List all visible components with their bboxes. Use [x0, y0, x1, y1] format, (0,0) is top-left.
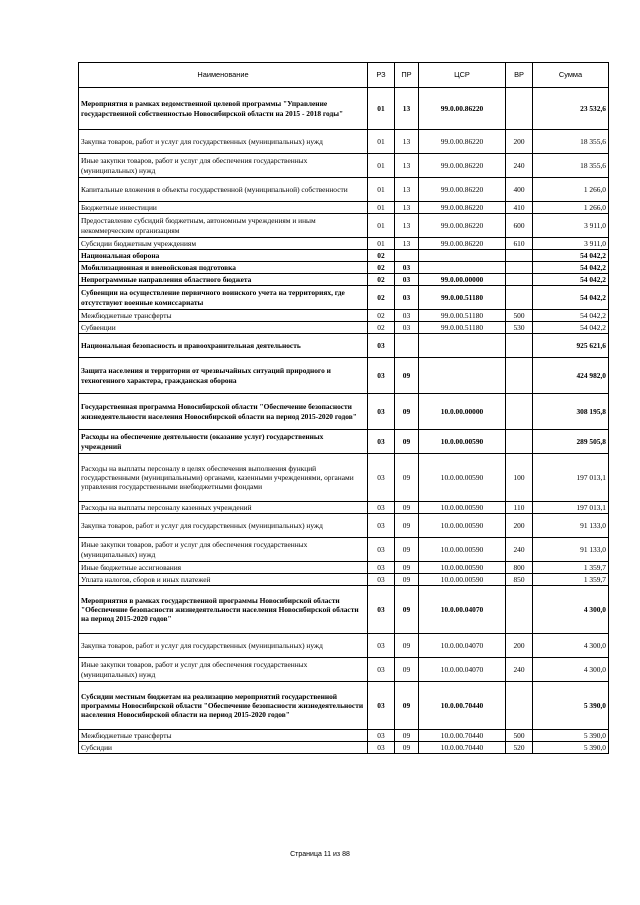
cell-sum: 1 359,7 — [533, 562, 609, 574]
cell-csr: 10.0.00.70440 — [419, 682, 506, 730]
cell-vr: 200 — [506, 514, 533, 538]
cell-name: Субсидии бюджетным учреждениям — [79, 238, 368, 250]
cell-vr — [506, 334, 533, 358]
table-row — [79, 454, 609, 502]
column-header-pr: ПР — [395, 63, 419, 88]
cell-sum: 197 013,1 — [533, 502, 609, 514]
cell-rz: 02 — [368, 322, 395, 334]
cell-rz: 03 — [368, 502, 395, 514]
cell-csr: 10.0.00.00590 — [419, 562, 506, 574]
table-row — [79, 562, 609, 574]
cell-sum: 424 982,0 — [533, 358, 609, 394]
cell-vr: 610 — [506, 238, 533, 250]
cell-sum: 4 300,0 — [533, 658, 609, 682]
cell-rz: 03 — [368, 562, 395, 574]
cell-pr: 09 — [395, 562, 419, 574]
cell-name: Межбюджетные трансферты — [79, 730, 368, 742]
cell-csr: 10.0.00.04070 — [419, 634, 506, 658]
cell-vr: 410 — [506, 202, 533, 214]
cell-vr — [506, 262, 533, 274]
cell-csr: 10.0.00.04070 — [419, 658, 506, 682]
table-row — [79, 154, 609, 178]
cell-pr: 13 — [395, 202, 419, 214]
cell-sum: 4 300,0 — [533, 586, 609, 634]
table-row — [79, 430, 609, 454]
cell-name: Мероприятия в рамках государственной программы Новосибирской области "Обеспечение безопасности жизнедеятельности населения Новосибирской области на период 2015-2020 годов" — [79, 586, 368, 634]
cell-rz: 01 — [368, 238, 395, 250]
cell-sum: 1 266,0 — [533, 178, 609, 202]
table-row — [79, 574, 609, 586]
cell-vr: 240 — [506, 538, 533, 562]
table-row — [79, 682, 609, 730]
cell-rz: 03 — [368, 634, 395, 658]
cell-sum: 1 266,0 — [533, 202, 609, 214]
budget-table — [78, 62, 609, 754]
cell-rz: 03 — [368, 514, 395, 538]
column-header-sum: Сумма — [533, 63, 609, 88]
table-row — [79, 742, 609, 754]
cell-name: Иные бюджетные ассигнования — [79, 562, 368, 574]
table-row — [79, 394, 609, 430]
cell-vr: 600 — [506, 214, 533, 238]
cell-sum: 925 621,6 — [533, 334, 609, 358]
cell-rz: 02 — [368, 274, 395, 286]
page-number: Страница 11 из 88 — [290, 851, 350, 858]
table-row — [79, 214, 609, 238]
cell-rz: 03 — [368, 586, 395, 634]
cell-pr: 13 — [395, 214, 419, 238]
column-header-vr: ВР — [506, 63, 533, 88]
cell-pr: 13 — [395, 154, 419, 178]
cell-vr: 200 — [506, 130, 533, 154]
cell-rz: 03 — [368, 394, 395, 430]
cell-csr: 99.0.00.86220 — [419, 154, 506, 178]
cell-pr: 09 — [395, 658, 419, 682]
cell-rz: 02 — [368, 310, 395, 322]
cell-rz: 03 — [368, 454, 395, 502]
cell-name: Иные закупки товаров, работ и услуг для обеспечения государственных (муниципальных) нужд — [79, 658, 368, 682]
cell-csr — [419, 334, 506, 358]
cell-csr: 10.0.00.00590 — [419, 454, 506, 502]
table-row — [79, 658, 609, 682]
table-row — [79, 274, 609, 286]
cell-vr — [506, 274, 533, 286]
cell-pr: 13 — [395, 130, 419, 154]
cell-csr: 10.0.00.00590 — [419, 538, 506, 562]
cell-vr: 100 — [506, 454, 533, 502]
cell-name: Закупка товаров, работ и услуг для государственных (муниципальных) нужд — [79, 514, 368, 538]
cell-csr: 99.0.00.86220 — [419, 202, 506, 214]
table-row — [79, 322, 609, 334]
cell-pr: 09 — [395, 730, 419, 742]
cell-vr: 850 — [506, 574, 533, 586]
cell-csr: 10.0.00.00590 — [419, 574, 506, 586]
table-row — [79, 88, 609, 130]
cell-sum: 3 911,0 — [533, 214, 609, 238]
cell-rz: 03 — [368, 430, 395, 454]
cell-rz: 01 — [368, 202, 395, 214]
cell-name: Бюджетные инвестиции — [79, 202, 368, 214]
table-row — [79, 538, 609, 562]
cell-pr: 09 — [395, 502, 419, 514]
cell-sum: 54 042,2 — [533, 322, 609, 334]
cell-name: Мероприятия в рамках ведомственной целевой программы "Управление государственной собственностью Новосибирской области на 2015 - 2018 годы" — [79, 88, 368, 130]
cell-name: Государственная программа Новосибирской области "Обеспечение безопасности жизнедеятельности населения Новосибирской области на период 2015-2020 годов" — [79, 394, 368, 430]
cell-vr — [506, 358, 533, 394]
cell-rz: 02 — [368, 262, 395, 274]
cell-pr: 13 — [395, 178, 419, 202]
cell-pr: 09 — [395, 538, 419, 562]
cell-name: Расходы на обеспечение деятельности (оказание услуг) государственных учреждений — [79, 430, 368, 454]
cell-pr: 03 — [395, 322, 419, 334]
table-row — [79, 310, 609, 322]
cell-vr: 500 — [506, 310, 533, 322]
cell-name: Иные закупки товаров, работ и услуг для обеспечения государственных (муниципальных) нужд — [79, 154, 368, 178]
cell-name: Субвенции — [79, 322, 368, 334]
cell-vr — [506, 88, 533, 130]
cell-vr: 110 — [506, 502, 533, 514]
cell-pr: 09 — [395, 514, 419, 538]
cell-csr — [419, 358, 506, 394]
cell-name: Национальная оборона — [79, 250, 368, 262]
cell-csr: 99.0.00.86220 — [419, 178, 506, 202]
cell-vr: 240 — [506, 658, 533, 682]
cell-csr: 10.0.00.00590 — [419, 514, 506, 538]
cell-pr — [395, 334, 419, 358]
cell-rz: 03 — [368, 538, 395, 562]
cell-csr: 10.0.00.04070 — [419, 586, 506, 634]
cell-csr: 99.0.00.00000 — [419, 274, 506, 286]
cell-csr: 99.0.00.51180 — [419, 322, 506, 334]
cell-sum: 54 042,2 — [533, 250, 609, 262]
cell-sum: 54 042,2 — [533, 262, 609, 274]
cell-name: Субвенции на осуществление первичного воинского учета на территориях, где отсутствуют военные комиссариаты — [79, 286, 368, 310]
table-row — [79, 130, 609, 154]
cell-rz: 01 — [368, 214, 395, 238]
cell-sum: 197 013,1 — [533, 454, 609, 502]
cell-rz: 03 — [368, 730, 395, 742]
cell-pr: 13 — [395, 88, 419, 130]
cell-vr — [506, 286, 533, 310]
cell-rz: 03 — [368, 658, 395, 682]
cell-name: Национальная безопасность и правоохранительная деятельность — [79, 334, 368, 358]
table-row — [79, 514, 609, 538]
cell-name: Расходы на выплаты персоналу в целях обеспечения выполнения функций государственными (муниципальными) органами, казенными учреждениями, органами управления государственными внебюджетными фондами — [79, 454, 368, 502]
cell-rz: 03 — [368, 334, 395, 358]
cell-sum: 3 911,0 — [533, 238, 609, 250]
cell-name: Расходы на выплаты персоналу казенных учреждений — [79, 502, 368, 514]
cell-pr: 13 — [395, 238, 419, 250]
cell-pr: 09 — [395, 586, 419, 634]
cell-csr: 99.0.00.51180 — [419, 310, 506, 322]
cell-name: Непрограммные направления областного бюджета — [79, 274, 368, 286]
cell-csr: 10.0.00.00000 — [419, 394, 506, 430]
cell-sum: 91 133,0 — [533, 514, 609, 538]
cell-vr: 400 — [506, 178, 533, 202]
cell-vr: 530 — [506, 322, 533, 334]
cell-pr: 03 — [395, 310, 419, 322]
cell-csr: 10.0.00.70440 — [419, 730, 506, 742]
cell-rz: 01 — [368, 88, 395, 130]
cell-vr: 800 — [506, 562, 533, 574]
cell-sum: 54 042,2 — [533, 286, 609, 310]
cell-rz: 01 — [368, 130, 395, 154]
column-header-csr: ЦСР — [419, 63, 506, 88]
cell-name: Субсидии местным бюджетам на реализацию мероприятий государственной программы Новосибирской области "Обеспечение безопасности жизнедеятельности населения Новосибирской области на период 2015-2020 годов" — [79, 682, 368, 730]
cell-vr: 200 — [506, 634, 533, 658]
cell-name: Закупка товаров, работ и услуг для государственных (муниципальных) нужд — [79, 634, 368, 658]
cell-pr: 09 — [395, 742, 419, 754]
table-row — [79, 178, 609, 202]
cell-rz: 03 — [368, 742, 395, 754]
cell-rz: 01 — [368, 178, 395, 202]
table-row — [79, 262, 609, 274]
cell-sum: 1 359,7 — [533, 574, 609, 586]
cell-vr — [506, 250, 533, 262]
table-row — [79, 250, 609, 262]
cell-pr: 09 — [395, 394, 419, 430]
cell-pr: 03 — [395, 274, 419, 286]
cell-rz: 03 — [368, 574, 395, 586]
cell-rz: 01 — [368, 154, 395, 178]
cell-sum: 18 355,6 — [533, 154, 609, 178]
cell-pr: 09 — [395, 634, 419, 658]
cell-rz: 02 — [368, 250, 395, 262]
column-header-name: Наименование — [79, 63, 368, 88]
cell-csr: 10.0.00.00590 — [419, 430, 506, 454]
cell-csr: 99.0.00.51180 — [419, 286, 506, 310]
cell-csr: 10.0.00.70440 — [419, 742, 506, 754]
cell-pr — [395, 250, 419, 262]
cell-sum: 5 390,0 — [533, 730, 609, 742]
table-row — [79, 334, 609, 358]
cell-pr: 09 — [395, 358, 419, 394]
table-row — [79, 730, 609, 742]
header-row — [79, 63, 609, 88]
cell-vr — [506, 430, 533, 454]
cell-name: Капитальные вложения в объекты государственной (муниципальной) собственности — [79, 178, 368, 202]
cell-rz: 03 — [368, 358, 395, 394]
cell-csr: 99.0.00.86220 — [419, 88, 506, 130]
table-row — [79, 238, 609, 250]
cell-name: Субсидии — [79, 742, 368, 754]
cell-name: Предоставление субсидий бюджетным, автономным учреждениям и иным некоммерческим организациям — [79, 214, 368, 238]
cell-vr — [506, 682, 533, 730]
cell-sum: 91 133,0 — [533, 538, 609, 562]
cell-pr: 09 — [395, 574, 419, 586]
cell-name: Закупка товаров, работ и услуг для государственных (муниципальных) нужд — [79, 130, 368, 154]
cell-csr: 99.0.00.86220 — [419, 130, 506, 154]
cell-vr — [506, 394, 533, 430]
cell-sum: 4 300,0 — [533, 634, 609, 658]
cell-csr — [419, 250, 506, 262]
cell-vr — [506, 586, 533, 634]
cell-vr: 500 — [506, 730, 533, 742]
cell-rz: 03 — [368, 682, 395, 730]
cell-sum: 5 390,0 — [533, 742, 609, 754]
table-body — [79, 88, 609, 754]
cell-sum: 54 042,2 — [533, 310, 609, 322]
cell-sum: 54 042,2 — [533, 274, 609, 286]
cell-csr: 10.0.00.00590 — [419, 502, 506, 514]
cell-pr: 09 — [395, 454, 419, 502]
table-row — [79, 502, 609, 514]
cell-csr — [419, 262, 506, 274]
table-row — [79, 202, 609, 214]
cell-name: Защита населения и территории от чрезвычайных ситуаций природного и техногенного характера, гражданская оборона — [79, 358, 368, 394]
table-row — [79, 634, 609, 658]
cell-name: Мобилизационная и вневойсковая подготовка — [79, 262, 368, 274]
cell-pr: 09 — [395, 430, 419, 454]
cell-name: Иные закупки товаров, работ и услуг для обеспечения государственных (муниципальных) нужд — [79, 538, 368, 562]
cell-sum: 5 390,0 — [533, 682, 609, 730]
cell-sum: 23 532,6 — [533, 88, 609, 130]
cell-csr: 99.0.00.86220 — [419, 214, 506, 238]
table-row — [79, 358, 609, 394]
cell-pr: 09 — [395, 682, 419, 730]
table-row — [79, 286, 609, 310]
cell-csr: 99.0.00.86220 — [419, 238, 506, 250]
cell-rz: 02 — [368, 286, 395, 310]
cell-sum: 289 505,8 — [533, 430, 609, 454]
table-row — [79, 586, 609, 634]
cell-sum: 308 195,8 — [533, 394, 609, 430]
column-header-rz: РЗ — [368, 63, 395, 88]
cell-sum: 18 355,6 — [533, 130, 609, 154]
cell-pr: 03 — [395, 262, 419, 274]
table-header — [79, 63, 609, 88]
cell-pr: 03 — [395, 286, 419, 310]
cell-vr: 240 — [506, 154, 533, 178]
cell-name: Межбюджетные трансферты — [79, 310, 368, 322]
cell-name: Уплата налогов, сборов и иных платежей — [79, 574, 368, 586]
cell-vr: 520 — [506, 742, 533, 754]
